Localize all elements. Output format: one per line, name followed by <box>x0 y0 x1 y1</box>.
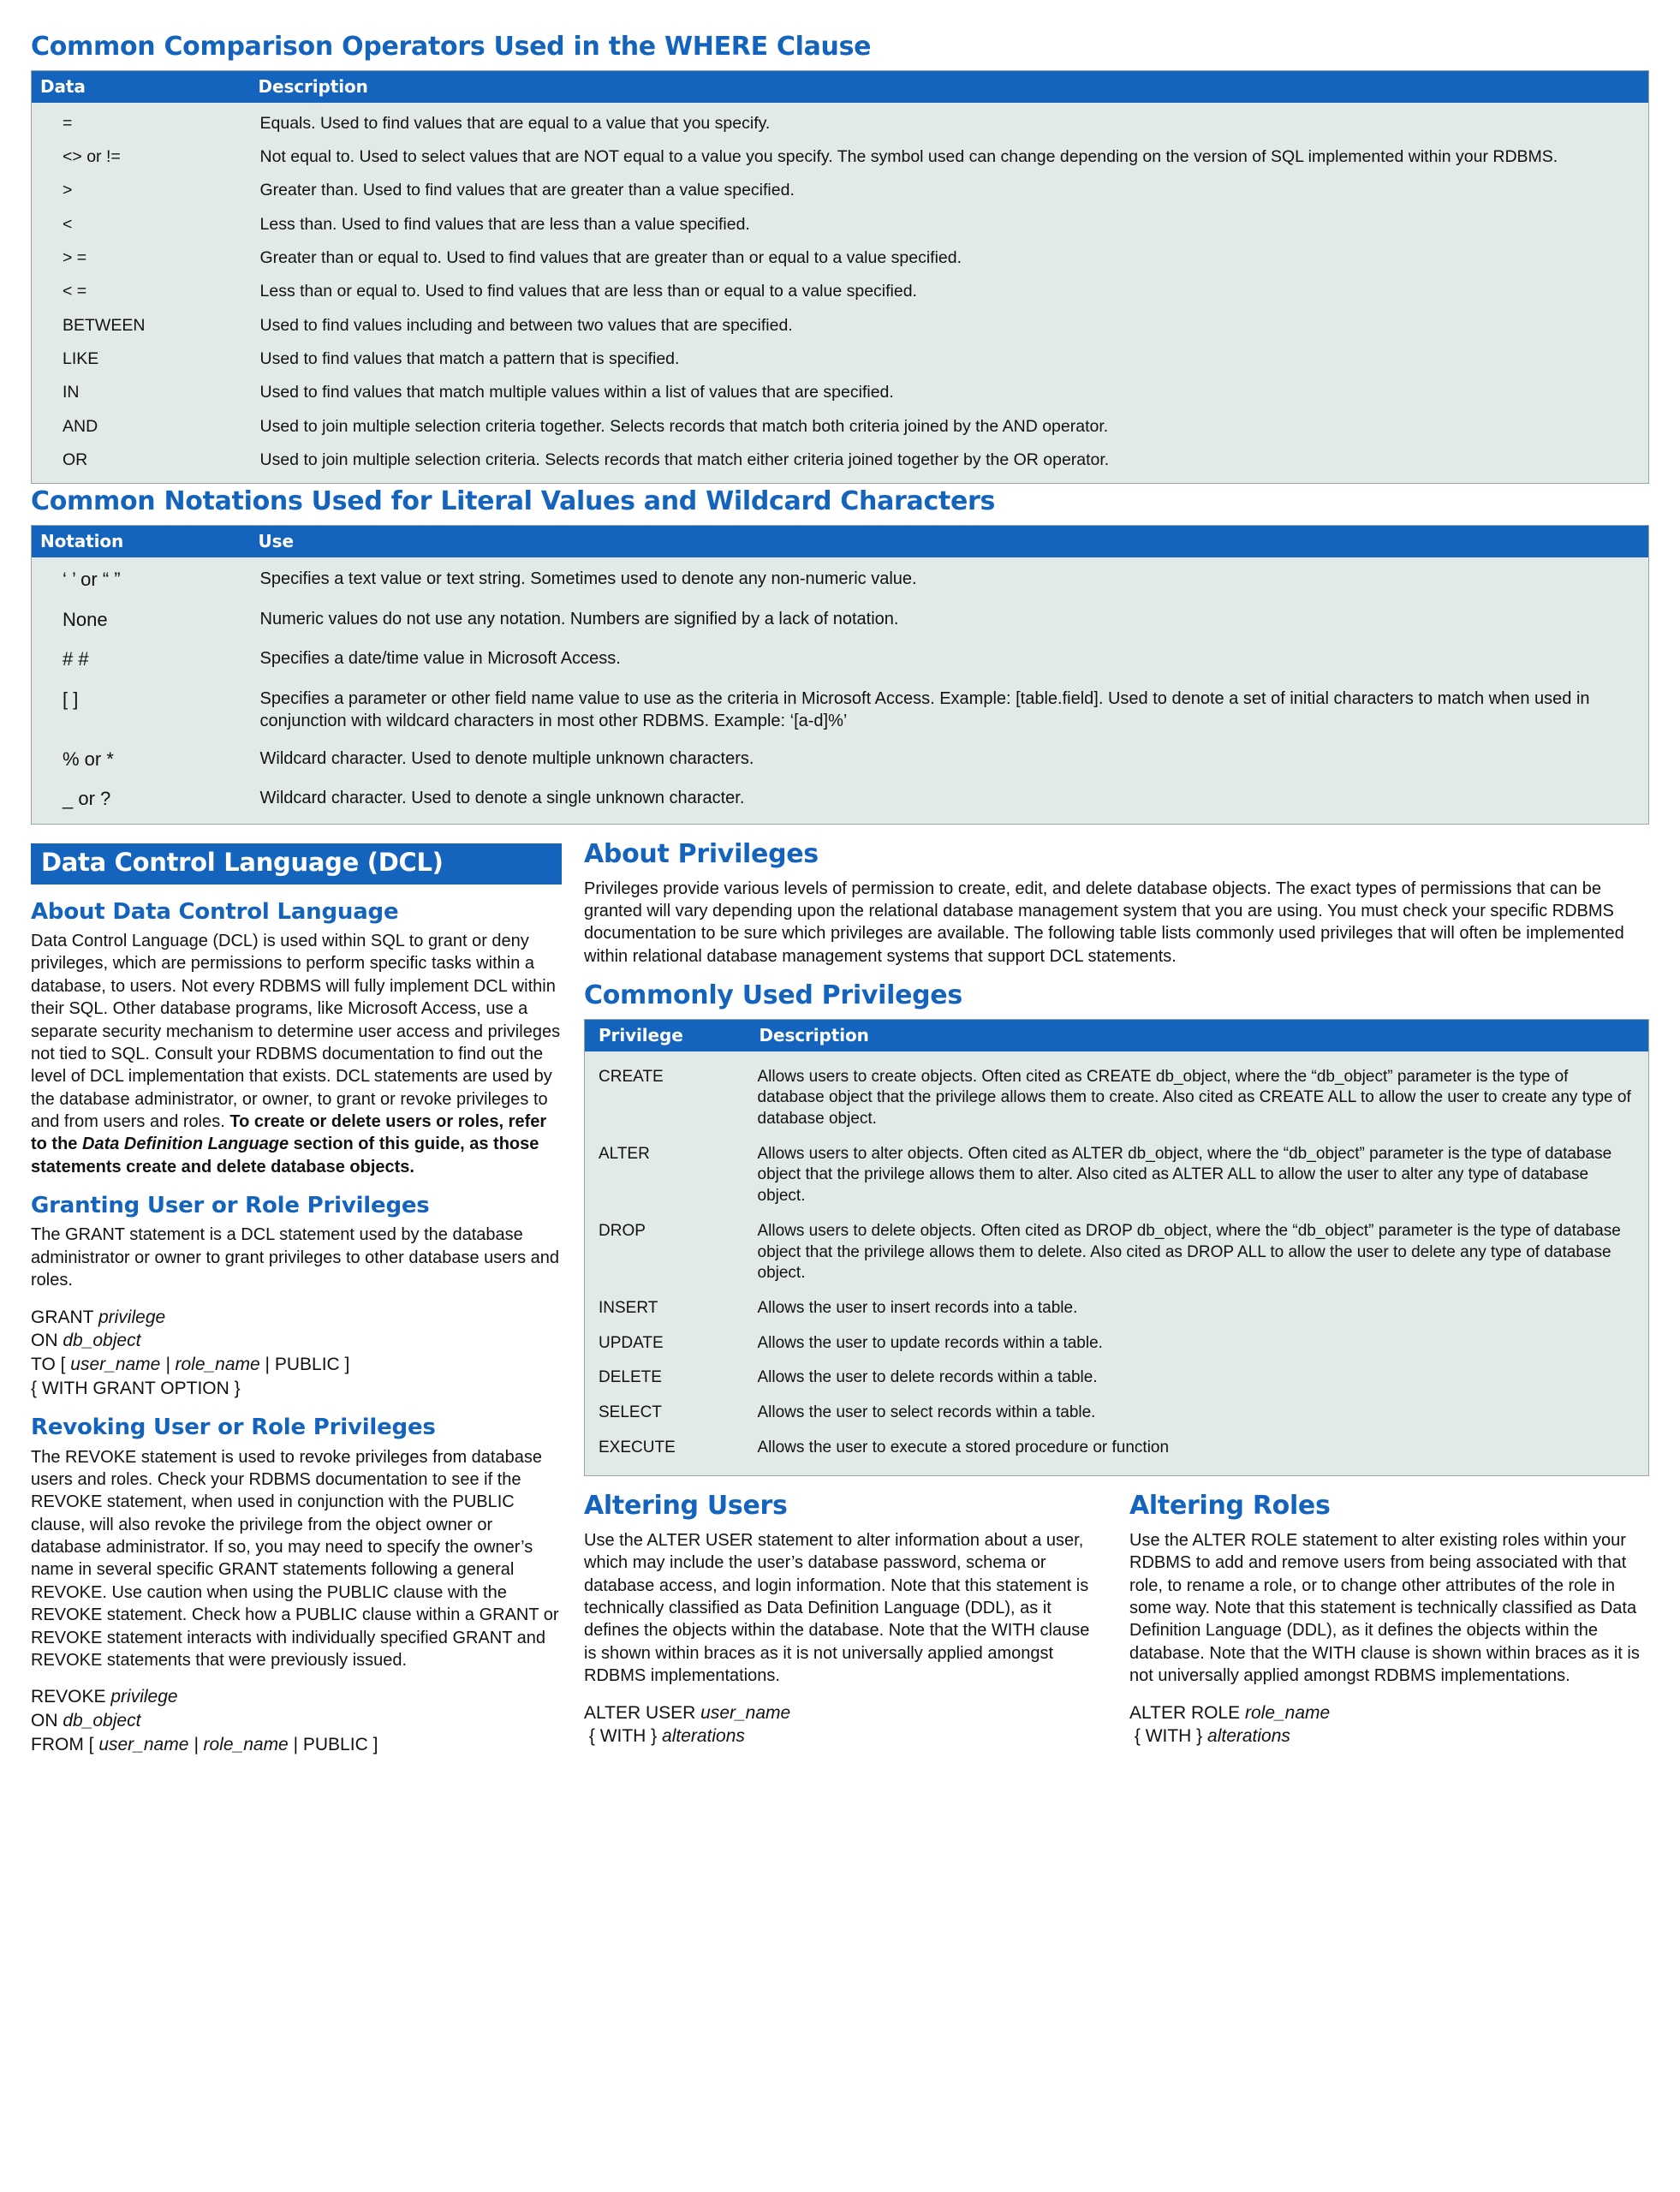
syntax-variable: alterations <box>1207 1726 1290 1747</box>
syntax-line <box>1129 1724 1649 1748</box>
altering-roles-paragraph: Use the ALTER ROLE statement to alter existing roles within your RDBMS to add and remove users from being associated with that role, to rename a role, or to change other attributes of the role in some way. Note that this statement is technically classified as Data Definition Language (DDL), as it defines the objects within the database. Note that the WITH clause is shown within braces as it is not universally applied amongst RDBMS implementations. <box>1129 1530 1640 1686</box>
column-header-data: Data <box>32 70 250 103</box>
table-row <box>32 174 1649 207</box>
revoking-privileges-paragraph: The REVOKE statement is used to revoke privileges from database users and roles. Check your RDBMS documentation to see if the REVOKE statement, when used in conjunction with the PUBLIC clause, will also revoke the privilege from the object owner or database administrator. If so, you may need to specify the owner’s name in several specific GRANT statements following a general REVOKE. Use caution when using the PUBLIC clause with the REVOKE statement. Check how a PUBLIC clause within a GRANT or REVOKE statement interacts with individually specified GRANT and REVOKE statements that were previously issued. <box>31 1447 559 1671</box>
row-description: Used to join multiple selection criteria together. Selects records that match both criteria joined by the AND operator. <box>259 416 1109 436</box>
row-description: Wildcard character. Used to denote a single unknown character. <box>259 789 745 808</box>
about-dcl-text-plain: Data Control Language (DCL) is used within SQL to grant or deny privileges, which are permissions to perform specific tasks within a database, to users. Not every RDBMS will fully implement DCL within their SQL. Other database programs, like Microsoft Access, use a separate security mechanism to determine user access and privileges not tied to SQL. Consult your RDBMS documentation to find out the level of DCL implementation that exists. DCL statements are used by the database administrator, or owner, to grant or revoke privileges to and from users and roles. <box>31 931 561 1132</box>
row-description: Less than. Used to find values that are less than a value specified. <box>259 214 750 234</box>
notations-rows <box>32 557 1649 824</box>
row-key: % or * <box>63 748 114 770</box>
two-column-region <box>31 838 1649 1757</box>
row-key: EXECUTE <box>599 1438 676 1456</box>
syntax-line <box>31 1353 562 1377</box>
row-key: ALTER <box>599 1144 650 1163</box>
row-description: Less than or equal to. Used to find values that are less than or equal to a value specified. <box>259 282 917 301</box>
grant-syntax-block <box>31 1306 562 1401</box>
row-description: Used to join multiple selection criteria. Selects records that match either criteria joined together by the OR operator. <box>259 450 1110 470</box>
row-key: ‘ ’ or “ ” <box>63 568 121 590</box>
table-row <box>32 557 1649 600</box>
syntax-keyword: ALTER USER <box>584 1702 701 1723</box>
table-row <box>32 309 1649 342</box>
syntax-keyword: ON <box>31 1711 63 1731</box>
syntax-keyword: FROM [ <box>31 1734 99 1754</box>
row-key: AND <box>63 416 98 436</box>
left-column <box>31 843 562 1757</box>
table-header-row <box>32 70 1649 103</box>
syntax-keyword: { WITH } <box>584 1726 663 1747</box>
row-key: > <box>63 181 73 200</box>
table-row <box>32 680 1649 740</box>
table-row <box>32 275 1649 308</box>
revoke-syntax-block <box>31 1685 562 1756</box>
row-key: SELECT <box>599 1403 662 1421</box>
row-key: _ or ? <box>63 788 111 810</box>
table-row <box>585 1214 1649 1291</box>
column-header-use: Use <box>250 525 1649 557</box>
syntax-variable: user_name | role_name <box>70 1354 260 1374</box>
row-description: Equals. Used to find values that are equal to a value that you specify. <box>259 113 771 133</box>
column-header-notation: Notation <box>32 525 250 557</box>
syntax-tail: | PUBLIC ] <box>288 1734 378 1754</box>
altering-roles-block <box>1129 1492 1649 1748</box>
row-key: < = <box>63 282 87 301</box>
about-privileges-paragraph: Privileges provide various levels of permission to create, edit, and delete database objects. The exact types of permissions that can be granted will vary depending upon the relational database management system that you are using. You must check your specific RDBMS documentation to be sure which privileges are available. The following table lists commonly used privileges that will often be implemented within relational database management systems that support DCL statements. <box>584 879 1624 966</box>
row-key: LIKE <box>63 349 99 368</box>
about-dcl-text-bold-2: section of this guide, as those statements create and delete database objects. <box>31 1135 539 1176</box>
row-description: Numeric values do not use any notation. Numbers are signified by a lack of notation. <box>259 609 899 628</box>
syntax-keyword: ON <box>31 1331 63 1351</box>
altering-roles-title: Altering Roles <box>1129 1491 1331 1522</box>
about-privileges-title: About Privileges <box>584 838 819 869</box>
about-dcl-paragraph <box>31 930 562 1178</box>
about-dcl-text-bold-1: To create or delete users or roles, refer to the <box>31 1112 547 1154</box>
syntax-line <box>31 1329 562 1353</box>
syntax-line <box>31 1306 562 1330</box>
table-row <box>585 1396 1649 1431</box>
row-key: > = <box>63 247 87 267</box>
syntax-variable: privilege <box>110 1687 178 1707</box>
alter-role-syntax-block <box>1129 1701 1649 1748</box>
syntax-line <box>31 1377 562 1401</box>
table-row <box>32 640 1649 680</box>
notations-table <box>31 525 1649 825</box>
row-description: Specifies a text value or text string. Sometimes used to denote any non-numeric value. <box>259 569 917 588</box>
column-header-description: Description <box>250 70 1649 103</box>
table-header-row <box>585 1019 1649 1051</box>
table-row <box>32 444 1649 484</box>
row-key: INSERT <box>599 1298 658 1317</box>
row-key: <> or != <box>63 146 121 166</box>
row-description: Greater than. Used to find values that are greater than a value specified. <box>259 181 795 200</box>
row-key: UPDATE <box>599 1333 664 1352</box>
table-row <box>32 600 1649 640</box>
altering-users-paragraph: Use the ALTER USER statement to alter information about a user, which may include the user’s database password, schema or database access, and login information. Note that this statement is technically classified as Data Definition Language (DDL), as it defines the objects within the database. Note that the WITH clause is shown within braces as it is not universally applied amongst RDBMS implementations. <box>584 1530 1090 1686</box>
column-header-description: Description <box>748 1019 1649 1051</box>
syntax-line <box>1129 1701 1649 1725</box>
row-description: Allows the user to select records within a table. <box>757 1403 1096 1421</box>
row-description: Wildcard character. Used to denote multiple unknown characters. <box>259 748 754 768</box>
row-description: Specifies a parameter or other field name value to use as the criteria in Microsoft Access. Example: [table.field]. Used to denote a set of initial characters to match when used in conjunction with wildcard characters in most other RDBMS. Example: ‘[a-d]%’ <box>259 688 1590 730</box>
table-row <box>32 140 1649 174</box>
syntax-variable: user_name | role_name <box>98 1734 289 1754</box>
row-description: Specifies a date/time value in Microsoft Access. <box>259 649 621 669</box>
altering-users-block <box>584 1492 1104 1748</box>
commonly-used-privileges-title: Commonly Used Privileges <box>584 980 962 1011</box>
row-description: Allows the user to insert records into a table. <box>757 1298 1078 1317</box>
table-row <box>585 1431 1649 1476</box>
row-description: Not equal to. Used to select values that are NOT equal to a value you specify. The symbol used can change depending on the version of SQL implemented within your RDBMS. <box>259 146 1558 166</box>
table-row <box>585 1361 1649 1396</box>
table-row <box>32 208 1649 241</box>
syntax-keyword: TO [ <box>31 1354 71 1374</box>
right-column <box>584 838 1649 1748</box>
syntax-keyword: { WITH GRANT OPTION } <box>31 1378 241 1398</box>
altering-subsections <box>584 1492 1649 1748</box>
row-key: # # <box>63 648 89 670</box>
syntax-variable: privilege <box>98 1307 166 1327</box>
row-key: DELETE <box>599 1368 662 1387</box>
row-description: Greater than or equal to. Used to find values that are greater than or equal to a value specified. <box>259 247 962 267</box>
table-row <box>32 376 1649 409</box>
dcl-banner: Data Control Language (DCL) <box>31 843 562 885</box>
about-dcl-title: About Data Control Language <box>31 898 399 925</box>
alter-user-syntax-block <box>584 1701 1104 1748</box>
table-row <box>32 241 1649 275</box>
table-row <box>32 410 1649 444</box>
row-description: Allows the user to execute a stored procedure or function <box>757 1438 1170 1456</box>
syntax-tail: | PUBLIC ] <box>259 1354 350 1374</box>
row-description: Used to find values including and between two values that are specified. <box>259 315 793 335</box>
row-key: [ ] <box>63 688 79 710</box>
row-key: None <box>63 608 108 630</box>
row-key: DROP <box>599 1221 646 1240</box>
syntax-variable: user_name <box>700 1702 791 1723</box>
syntax-variable: role_name <box>1244 1702 1331 1723</box>
syntax-line <box>31 1685 562 1709</box>
comparison-operators-table <box>31 70 1649 485</box>
row-description: Allows users to create objects. Often cited as CREATE db_object, where the “db_object” parameter is the type of database object that the privilege allows them to create. Also cited as CREATE ALL to allow the user to create any type of database object. <box>757 1067 1631 1129</box>
table-row <box>32 779 1649 824</box>
table-row <box>32 103 1649 140</box>
syntax-variable: db_object <box>63 1331 141 1351</box>
row-key: = <box>63 113 73 133</box>
privileges-table <box>584 1019 1649 1477</box>
table-header-row <box>32 525 1649 557</box>
notations-title: Common Notations Used for Literal Values and Wildcard Characters <box>31 486 996 517</box>
table-row <box>585 1051 1649 1137</box>
column-header-privilege: Privilege <box>585 1019 748 1051</box>
table-head <box>32 525 1649 557</box>
syntax-keyword: ALTER ROLE <box>1129 1702 1245 1723</box>
table-row <box>585 1137 1649 1214</box>
comparison-rows <box>32 103 1649 484</box>
table-row <box>585 1326 1649 1361</box>
row-key: BETWEEN <box>63 315 146 335</box>
syntax-line <box>31 1709 562 1733</box>
row-description: Allows users to delete objects. Often cited as DROP db_object, where the “db_object” parameter is the type of database object that the privilege allows them to delete. Also cited as DROP ALL to allow the user to delete any type of database object. <box>757 1221 1621 1283</box>
table-row <box>585 1291 1649 1326</box>
syntax-keyword: { WITH } <box>1129 1726 1208 1747</box>
syntax-line <box>584 1701 1104 1725</box>
comparison-operators-title: Common Comparison Operators Used in the WHERE Clause <box>31 32 872 62</box>
row-key: < <box>63 214 73 234</box>
row-key: CREATE <box>599 1067 664 1086</box>
row-key: OR <box>63 450 88 470</box>
row-description: Allows users to alter objects. Often cited as ALTER db_object, where the “db_object” parameter is the type of database object that the privilege allows them to alter. Also cited as ALTER ALL to allow the user to alter any type of database object. <box>757 1144 1612 1206</box>
syntax-variable: alterations <box>662 1726 745 1747</box>
row-key: IN <box>63 383 80 402</box>
revoking-privileges-title: Revoking User or Role Privileges <box>31 1415 436 1441</box>
syntax-keyword: GRANT <box>31 1307 98 1327</box>
syntax-line <box>31 1733 562 1757</box>
table-row <box>32 342 1649 376</box>
row-description: Used to find values that match a pattern that is specified. <box>259 349 680 368</box>
granting-privileges-title: Granting User or Role Privileges <box>31 1193 430 1219</box>
table-head <box>32 70 1649 103</box>
privileges-rows <box>585 1051 1649 1476</box>
about-dcl-text-bolditalic: Data Definition Language <box>82 1135 289 1154</box>
row-description: Used to find values that match multiple values within a list of values that are specified. <box>259 383 894 402</box>
row-description: Allows the user to delete records within a table. <box>757 1368 1098 1387</box>
table-head <box>585 1019 1649 1051</box>
syntax-variable: db_object <box>63 1711 141 1731</box>
granting-privileges-paragraph: The GRANT statement is a DCL statement used by the database administrator or owner to grant privileges to other database users and roles. <box>31 1225 560 1290</box>
syntax-keyword: REVOKE <box>31 1687 111 1707</box>
altering-users-title: Altering Users <box>584 1491 788 1522</box>
syntax-line <box>584 1724 1104 1748</box>
table-row <box>32 740 1649 780</box>
row-description: Allows the user to update records within a table. <box>757 1333 1103 1352</box>
